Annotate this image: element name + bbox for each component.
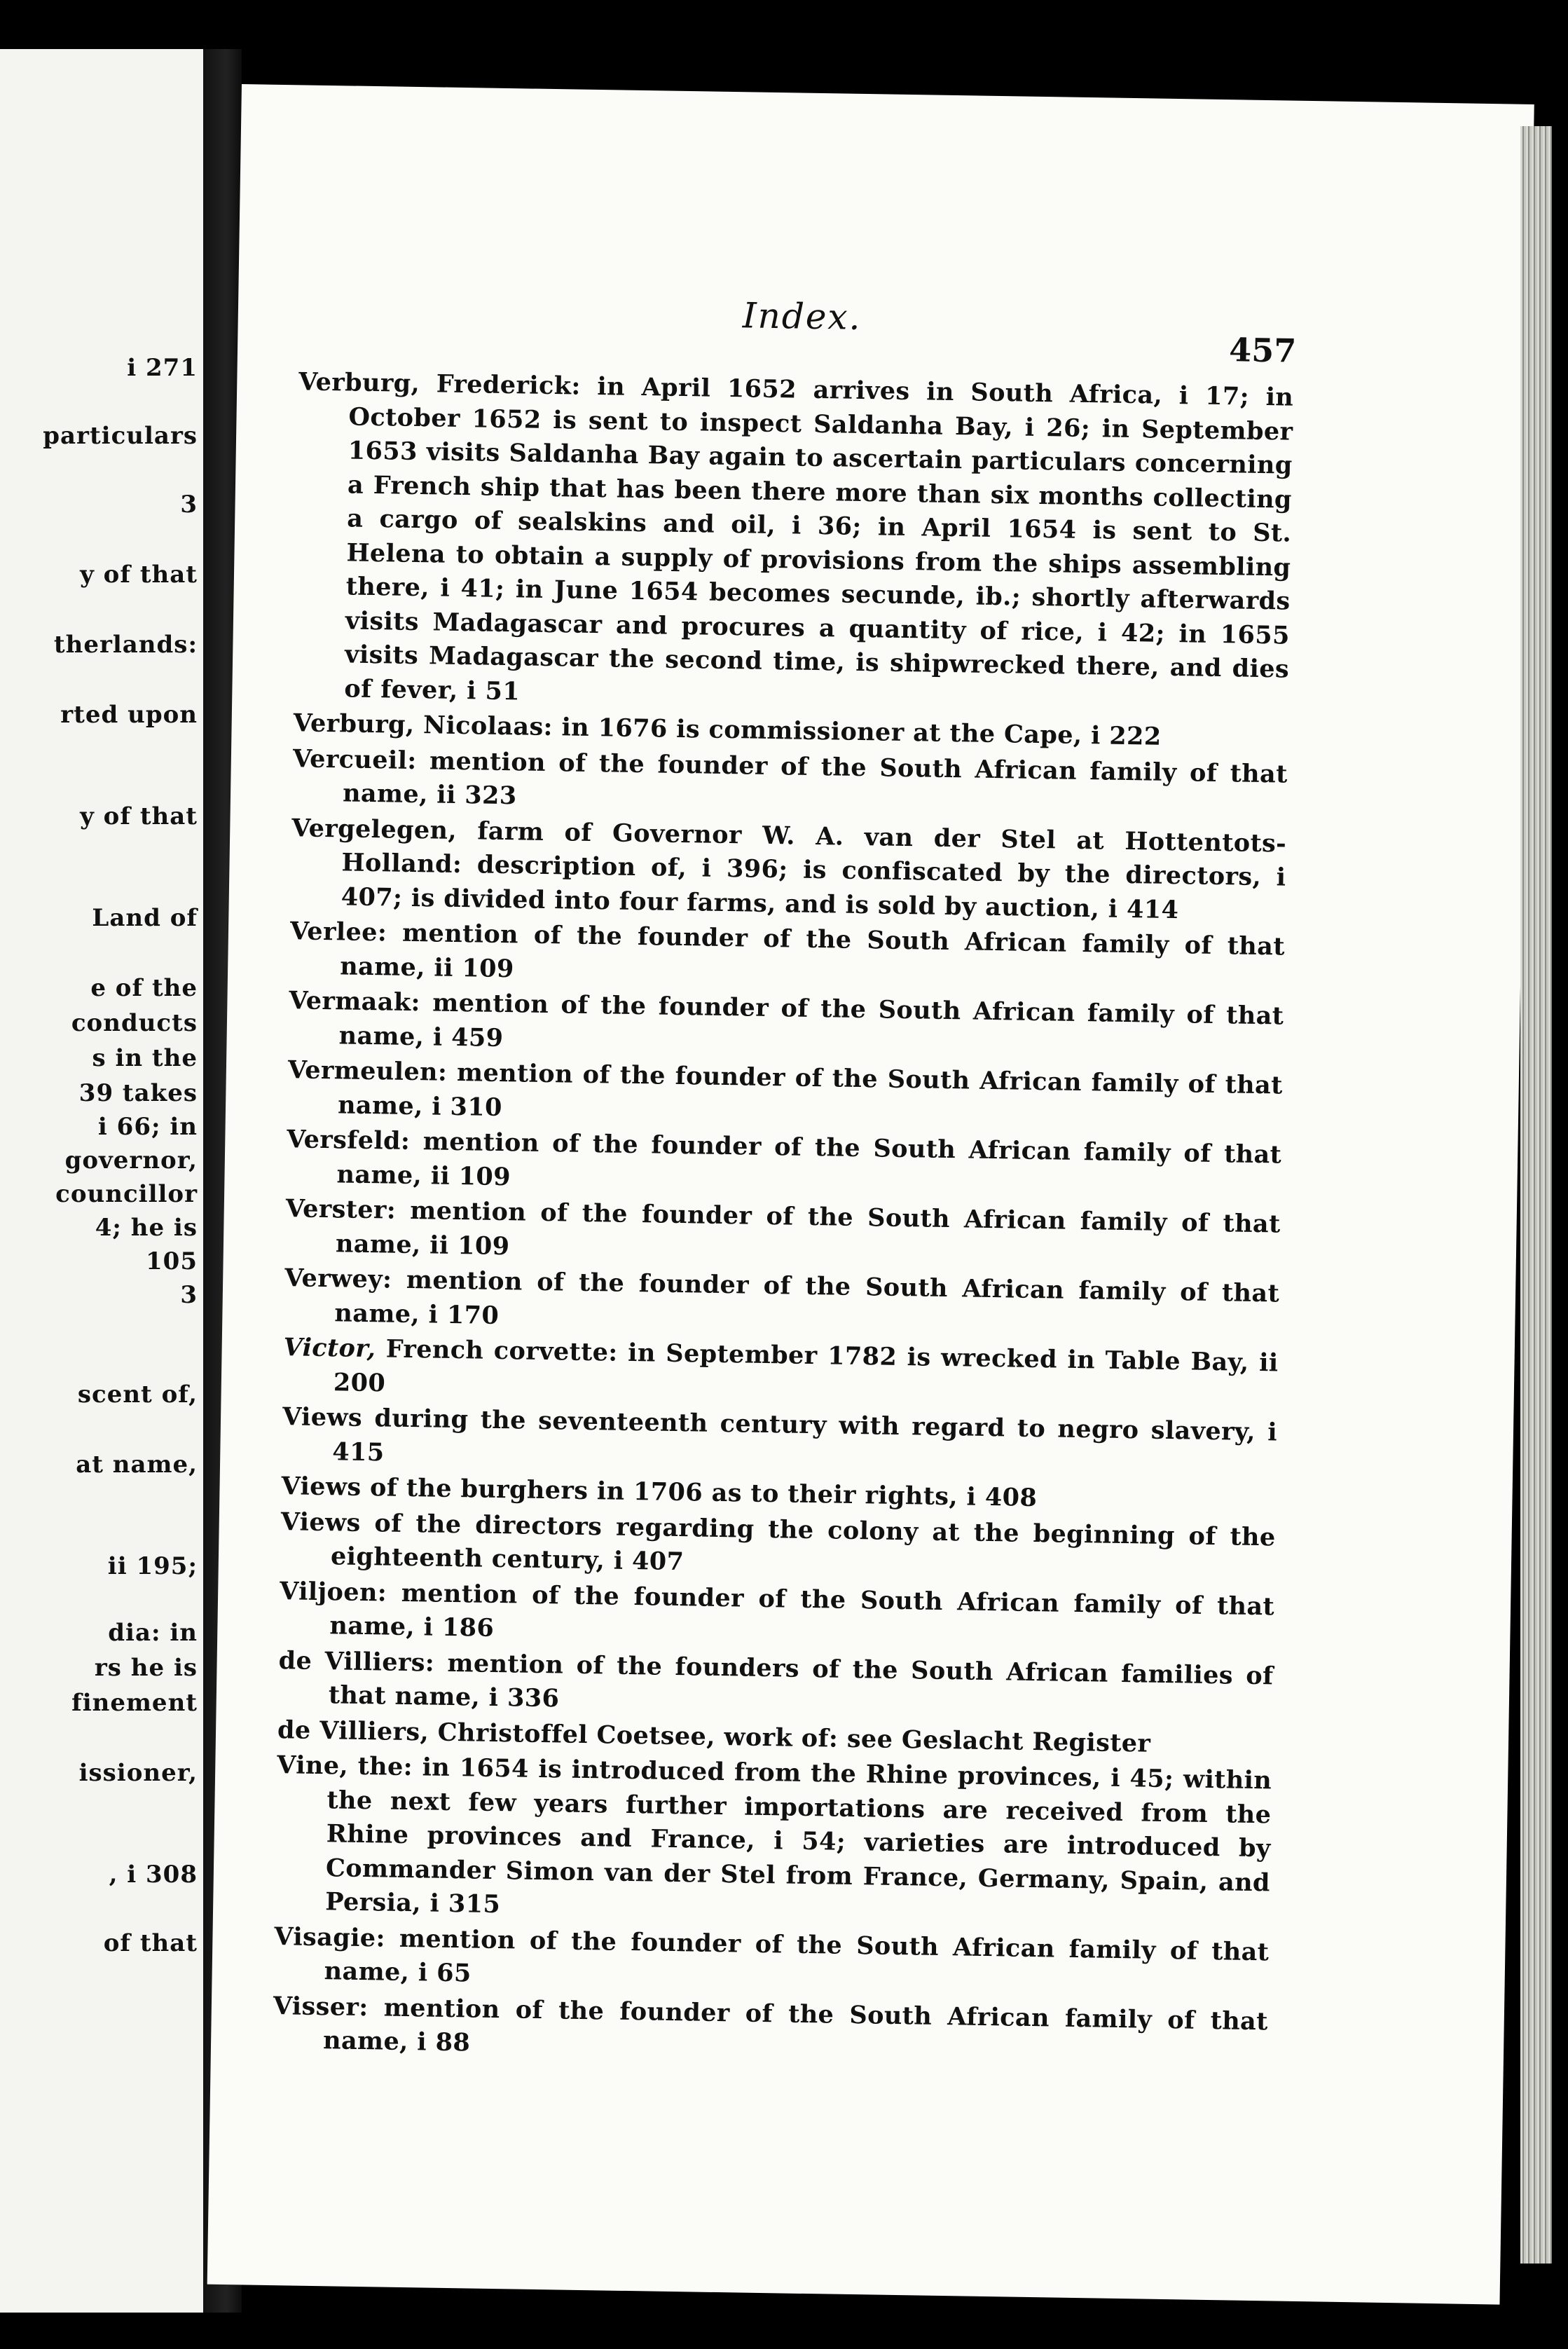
left-fragment: 4; he is (95, 1214, 198, 1242)
entry-head: Views of the burghers in 1706 as to their rights, i 408 (281, 1472, 1038, 1513)
entry-head: Verburg, Frederick: (298, 367, 582, 401)
left-fragment: at name, (76, 1451, 198, 1479)
entry-head: Vine, the: (277, 1751, 413, 1782)
left-fragment: ii 195; (107, 1552, 198, 1580)
left-fragment: rted upon (60, 701, 198, 729)
entry-head: Verwey: (284, 1263, 392, 1294)
entry-head: Vercueil: (292, 744, 417, 775)
entry-head: Views of the directors regarding the colony at the beginning of the eighteenth century, i 407 (280, 1507, 1276, 1577)
page-edges (1520, 126, 1552, 2264)
index-entries (273, 365, 1294, 2074)
entry-head: French corvette: (385, 1334, 619, 1367)
entry-text: in September 1782 is wrecked in Table Bay, ii 200 (333, 1338, 1279, 1397)
entry-head: de Villiers: (278, 1645, 435, 1678)
entry-head: Vergelegen, farm of Governor W. A. van der Stel at Hottentots-Holland: (291, 813, 1287, 879)
entry-head: Verster: (285, 1194, 397, 1225)
entry-head: Views during the seventeenth century with regard to negro slavery, i 415 (282, 1402, 1278, 1467)
entry-text: mention of the founder of the South African family of that name, i 310 (337, 1058, 1284, 1122)
left-fragment: y of that (80, 802, 198, 830)
entry-text: see Geslacht Register (846, 1724, 1151, 1758)
left-fragment: conducts (71, 1009, 198, 1037)
left-fragment: finement (71, 1689, 198, 1717)
entry-text: description of, i 396; is confiscated by the directors, i 407; is divided into four farms, and is sold by auction, i 414 (341, 850, 1286, 924)
entry-head: de Villiers, Christoffel Coetsee, work of: (277, 1715, 839, 1753)
index-entry (294, 365, 1293, 720)
left-fragment: 39 takes (78, 1079, 198, 1107)
left-fragment: Land of (92, 904, 198, 932)
entry-head: Versfeld: (287, 1125, 411, 1156)
entry-text: mention of the founder of the South African family of that name, ii 109 (339, 918, 1286, 983)
entry-head: Visser: (273, 1991, 369, 2022)
entry-text: in 1654 is introduced from the Rhine provinces, i 45; within the next few years further importations are received from the Rhine provinces and France, i 54; varieties are introduced by Commander Simon van der Stel from France, Germany, Spain, and Persia, i 315 (324, 1753, 1272, 1919)
left-fragment: e of the (90, 974, 198, 1002)
left-fragment: therlands: (53, 631, 198, 659)
entry-text: mention of the founder of the South African family of that name, i 170 (334, 1265, 1280, 1330)
entry-text: mention of the founder of the South African family of that name, ii 109 (335, 1196, 1281, 1261)
entry-text: mention of the founder of the South African family of that name, i 65 (324, 1924, 1270, 1988)
entry-head-italic: Victor, (283, 1333, 376, 1364)
left-fragment: i 66; in (97, 1113, 198, 1141)
running-head: Index. (742, 295, 862, 338)
left-fragment: particulars (43, 422, 198, 450)
left-fragment: 105 (146, 1247, 198, 1275)
entry-head: Vermeulen: (287, 1055, 448, 1087)
entry-head: Viljoen: (279, 1576, 387, 1608)
index-page (207, 84, 1534, 2305)
left-fragment: dia: in (108, 1619, 198, 1647)
entry-text: mention of the founder of the South African family of that name, i 88 (322, 1993, 1269, 2057)
left-fragment: rs he is (94, 1654, 198, 1682)
entry-text: mention of the founder of the South African family of that name, ii 109 (336, 1127, 1282, 1191)
page-number: 457 (1228, 331, 1297, 370)
index-entry (290, 811, 1286, 929)
left-facing-page (0, 49, 203, 2313)
entry-head: Vermaak: (289, 986, 421, 1018)
left-fragment: i 271 (127, 354, 198, 382)
left-fragment: 3 (180, 1281, 198, 1309)
entry-text: in April 1652 arrives in South Africa, i 17; in October 1652 is sent to inspect Saldanha Bay, i 26; in September 1653 visits Saldanha Bay again to ascertain particulars concerning a French ship that has been there more than six months collecting a cargo of sealskins and oil, i 36; in April 1654 is sent to St. Helena to obtain a supply of provisions from the ships assembling there, i 41; in June 1654 becomes secunde, ib.; shortly afterwards visits Madagascar and procures a quantity of rice, i 42; in 1655 visits Madagascar the second time, is shipwrecked there, and dies of fever, i 51 (344, 372, 1294, 706)
left-fragment: scent of, (77, 1381, 198, 1409)
left-fragment: councillor (55, 1180, 198, 1208)
entry-text: mention of the founders of the South African families of that name, i 336 (328, 1648, 1274, 1713)
entry-head: Verburg, Nicolaas: (293, 708, 553, 742)
entry-text: mention of the founder of the South African family of that name, ii 323 (342, 746, 1288, 811)
entry-text: mention of the founder of the South African family of that name, i 186 (329, 1578, 1275, 1643)
index-entry (275, 1748, 1272, 1934)
left-fragment: , i 308 (109, 1861, 198, 1889)
entry-text: in 1676 is commissioner at the Cape, i 222 (561, 713, 1162, 751)
index-entry (273, 1990, 1268, 2073)
left-fragment: y of that (80, 561, 198, 589)
left-fragment: governor, (64, 1146, 198, 1174)
left-fragment: 3 (180, 491, 198, 519)
entry-head: Verlee: (289, 917, 387, 947)
left-fragment: issioner, (78, 1759, 198, 1787)
left-fragment: of that (103, 1929, 198, 1957)
left-fragment: s in the (92, 1044, 198, 1072)
entry-text: mention of the founder of the South African family of that name, i 459 (338, 988, 1284, 1053)
entry-head: Visagie: (274, 1922, 386, 1953)
